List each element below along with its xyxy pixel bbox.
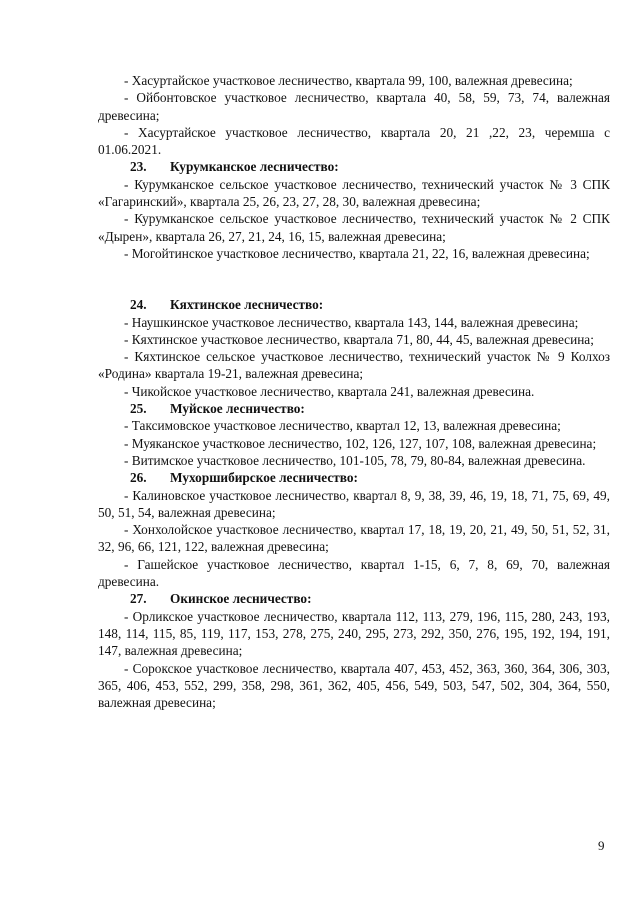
list-item: - Курумканское сельское участковое лесничество, технический участок № 3 СПК «Гагаринский», квартала 25, 26, 23, 27, 28, 30, валежная древесина;	[98, 176, 610, 210]
section-number: 24.	[130, 297, 147, 313]
section-title: Мухоршибирское лесничество:	[170, 470, 358, 486]
section-number: 26.	[130, 470, 147, 486]
list-item: - Таксимовское участковое лесничество, квартал 12, 13, валежная древесина;	[124, 418, 561, 434]
section-title: Курумканское лесничество:	[170, 159, 339, 175]
section-spacer	[98, 262, 610, 296]
document-body	[98, 72, 610, 711]
list-item: - Хасуртайское участковое лесничество, квартала 99, 100, валежная древесина;	[124, 73, 573, 88]
section-number: 23.	[130, 159, 147, 175]
list-item: - Кяхтинское сельское участковое лесничество, технический участок № 9 Колхоз «Родина» квартала 19-21, валежная древесина;	[98, 349, 610, 382]
section-title: Муйское лесничество:	[170, 401, 305, 417]
list-item: - Калиновское участковое лесничество, квартал 8, 9, 38, 39, 46, 19, 18, 71, 75, 69, 49, 50, 51, 54, валежная древесина;	[98, 487, 610, 520]
list-item: - Витимское участковое лесничество, 101-105, 78, 79, 80-84, валежная древесина.	[124, 452, 586, 468]
list-item: - Хасуртайское участковое лесничество, квартала 20, 21 ,22, 23, черемша с 01.06.2021.	[98, 124, 610, 158]
list-item: - Курумканское сельское участковое лесничество, технический участок № 2 СПК «Дырен», квартала 26, 27, 21, 24, 16, 15, валежная древесина;	[98, 211, 610, 244]
section-heading	[98, 590, 610, 607]
section-title: Кяхтинское лесничество:	[170, 297, 324, 313]
list-item: - Кяхтинское участковое лесничество, квартала 71, 80, 44, 45, валежная древесина;	[124, 331, 594, 347]
list-item: - Могойтинское участковое лесничество, квартала 21, 22, 16, валежная древесина;	[124, 245, 590, 261]
list-item: - Чикойское участковое лесничество, квартала 241, валежная древесина.	[124, 383, 535, 399]
list-item: - Ойбонтовское участковое лесничество, квартала 40, 58, 59, 73, 74, валежная древесина;	[98, 90, 610, 123]
list-item: - Наушкинское участковое лесничество, квартала 143, 144, валежная древесина;	[124, 314, 579, 330]
section-title: Окинское лесничество:	[170, 591, 312, 607]
section-number: 27.	[130, 591, 147, 607]
list-item: - Муяканское участковое лесничество, 102, 126, 127, 107, 108, валежная древесина;	[124, 435, 597, 451]
section-heading	[98, 400, 610, 417]
section-heading	[98, 296, 610, 313]
page-number: 9	[598, 838, 605, 853]
list-item: - Хонхолойское участковое лесничество, квартал 17, 18, 19, 20, 21, 49, 50, 51, 52, 31, 32, 96, 66, 121, 122, валежная древесина;	[98, 522, 610, 555]
list-item: - Орликское участковое лесничество, квартала 112, 113, 279, 196, 115, 280, 243, 193, 148, 114, 115, 85, 119, 117, 153, 278, 275, 240, 295, 273, 292, 350, 276, 195, 192, 194, 191, 147, валежная древесина;	[98, 608, 610, 659]
section-heading	[98, 158, 610, 175]
section-heading	[98, 469, 610, 486]
section-number: 25.	[130, 401, 147, 417]
list-item: - Гашейское участковое лесничество, квартал 1-15, 6, 7, 8, 69, 70, валежная древесина.	[98, 556, 610, 590]
list-item: - Сорокское участковое лесничество, квартала 407, 453, 452, 363, 360, 364, 306, 303, 365, 406, 453, 552, 299, 358, 298, 361, 362, 405, 456, 549, 503, 547, 502, 304, 364, 550, валежная древесина;	[98, 660, 610, 711]
